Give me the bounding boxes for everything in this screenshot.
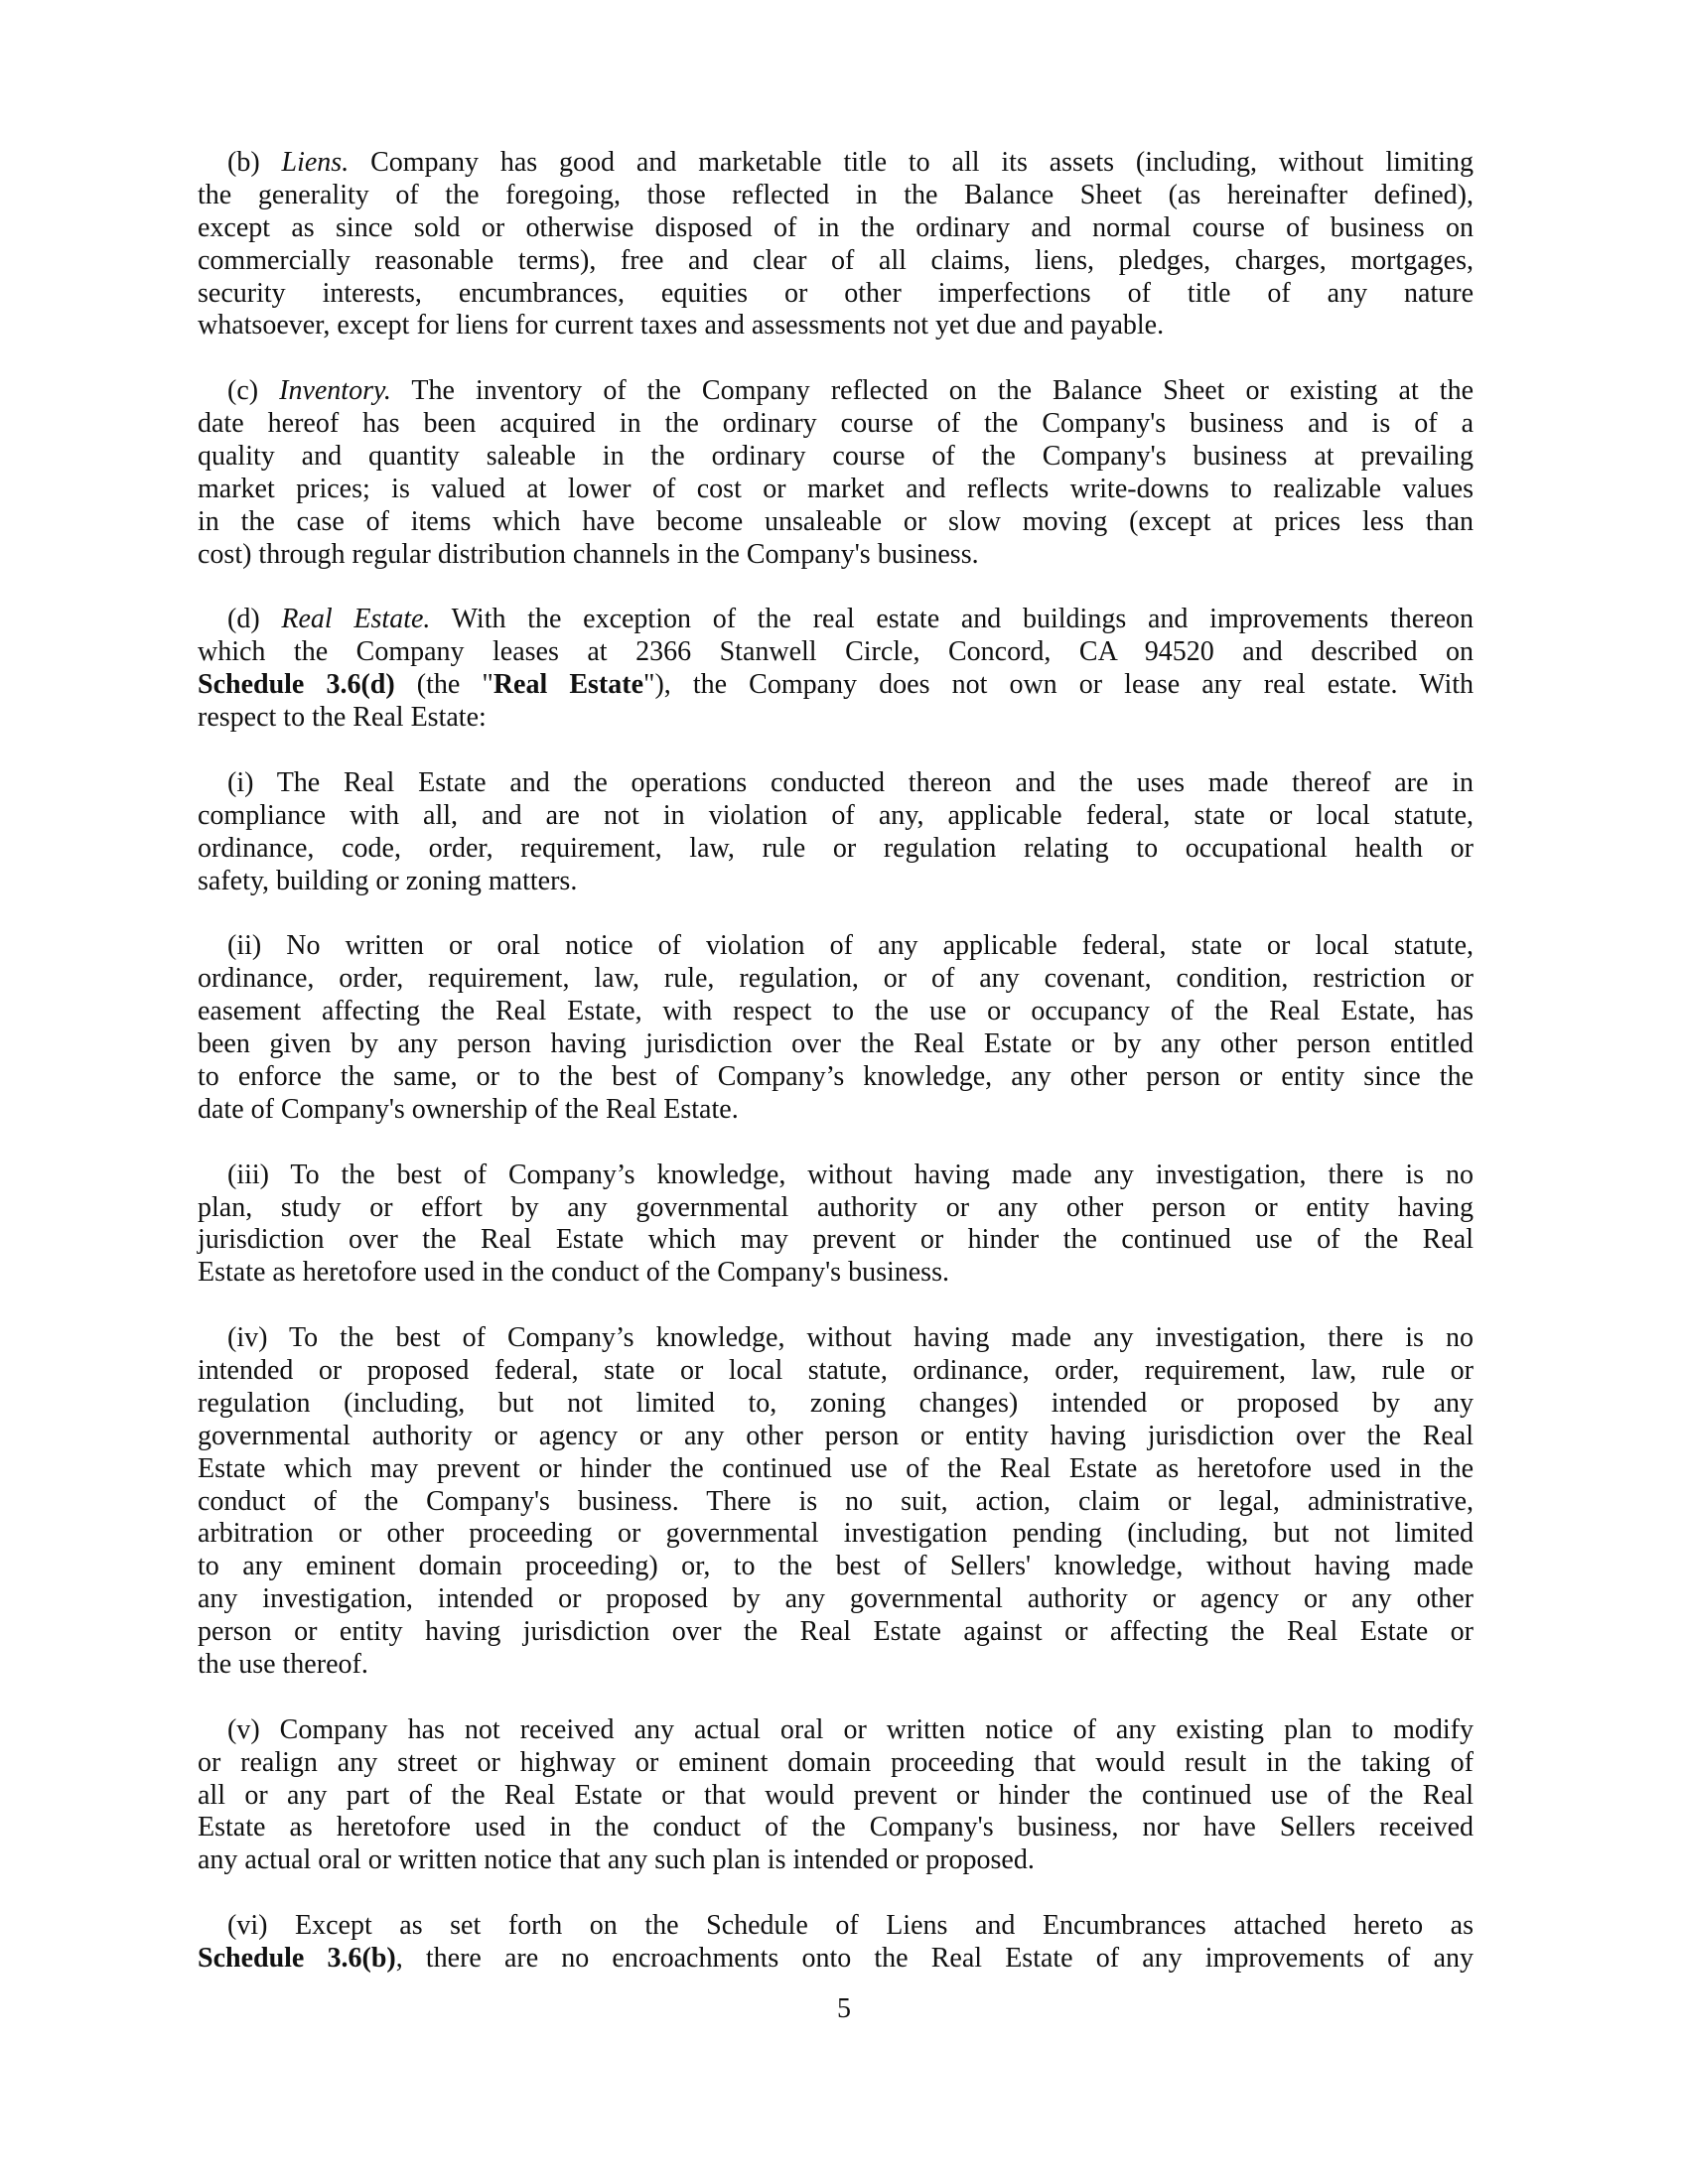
paragraph-spacer	[198, 735, 1474, 767]
text-line	[198, 1747, 1474, 1780]
text-run: to any eminent domain proceeding) or, to the best of Sellers' knowledge, without having made	[198, 1551, 1474, 1582]
paragraph-ii	[198, 930, 1474, 1126]
text-line	[198, 1714, 1474, 1747]
text-line	[198, 408, 1474, 441]
text-run: or realign any street or highway or eminent domain proceeding that would result in the taking of	[198, 1746, 1474, 1778]
document-body	[198, 147, 1474, 1976]
text-run: (i) The Real Estate and the operations conducted thereon and the uses made thereof are in	[227, 766, 1474, 798]
italic-heading: Liens.	[281, 147, 350, 178]
text-run: safety, building or zoning matters.	[198, 865, 578, 896]
text-run: whatsoever, except for liens for current taxes and assessments not yet due and payable.	[198, 310, 1165, 341]
paragraph-vi	[198, 1910, 1474, 1976]
paragraph-spacer	[198, 572, 1474, 605]
text-run: plan, study or effort by any governmental authority or any other person or entity having	[198, 1191, 1474, 1223]
text-line	[198, 1583, 1474, 1616]
text-run: been given by any person having jurisdiction over the Real Estate or by any other person entitled	[198, 1028, 1474, 1060]
text-run: governmental authority or agency or any other person or entity having jurisdiction over the Real	[198, 1420, 1474, 1451]
paragraph-v	[198, 1714, 1474, 1877]
text-run: jurisdiction over the Real Estate which may prevent or hinder the continued use of the Real	[198, 1224, 1474, 1256]
text-line	[198, 375, 1474, 408]
text-line	[198, 1028, 1474, 1061]
text-run: (iii) To the best of Company’s knowledge, without having made any investigation, there is no	[227, 1159, 1474, 1190]
text-line	[198, 669, 1474, 702]
text-run: With the exception of the real estate and buildings and improvements thereon	[430, 604, 1474, 635]
text-run: (d)	[227, 604, 282, 635]
text-run: Estate which may prevent or hinder the continued use of the Real Estate as heretofore used in the	[198, 1452, 1474, 1484]
text-run: which the Company leases at 2366 Stanwell Circle, Concord, CA 94520 and described on	[198, 636, 1474, 668]
text-line	[198, 1061, 1474, 1094]
text-line	[198, 180, 1474, 212]
text-line	[198, 1322, 1474, 1355]
text-line	[198, 441, 1474, 474]
text-run: "), the Company does not own or lease any real estate. With	[643, 669, 1475, 701]
text-line	[198, 212, 1474, 245]
bold-term: Real Estate	[492, 669, 644, 701]
text-run: commercially reasonable terms), free and clear of all claims, liens, pledges, charges, mortgages,	[198, 244, 1474, 276]
text-run: The inventory of the Company reflected on the Balance Sheet or existing at the	[390, 375, 1475, 407]
text-run: , there are no encroachments onto the Real Estate of any improvements of any	[395, 1942, 1474, 1974]
text-run: (c)	[227, 375, 280, 407]
text-line	[198, 1780, 1474, 1813]
paragraph-spacer	[198, 1682, 1474, 1714]
text-line	[198, 963, 1474, 996]
text-run: (v) Company has not received any actual oral or written notice of any existing plan to modify	[227, 1713, 1474, 1745]
text-run: (vi) Except as set forth on the Schedule of Liens and Encumbrances attached hereto as	[227, 1910, 1474, 1942]
text-run: Estate as heretofore used in the conduct of the Company's business, nor have Sellers received	[198, 1812, 1474, 1843]
text-run: (b)	[227, 147, 282, 178]
italic-heading: Inventory.	[279, 375, 391, 407]
text-line	[198, 1224, 1474, 1257]
italic-heading: Real Estate.	[281, 604, 431, 635]
paragraph-spacer	[198, 1290, 1474, 1322]
text-run: all or any part of the Real Estate or that would prevent or hinder the continued use of the Real	[198, 1779, 1474, 1811]
paragraph-spacer	[198, 897, 1474, 930]
text-run: security interests, encumbrances, equities or other imperfections of title of any nature	[198, 277, 1474, 309]
text-run: Company has good and marketable title to all its assets (including, without limiting	[349, 147, 1475, 178]
paragraph-spacer	[198, 1877, 1474, 1910]
paragraph-b	[198, 147, 1474, 342]
text-run: in the case of items which have become unsaleable or slow moving (except at prices less than	[198, 505, 1474, 537]
text-line	[198, 930, 1474, 963]
paragraph-iv	[198, 1322, 1474, 1682]
text-line	[198, 147, 1474, 180]
text-run: arbitration or other proceeding or governmental investigation pending (including, but not limited	[198, 1518, 1474, 1550]
bold-term: Schedule 3.6(b)	[198, 1942, 396, 1974]
paragraph-iii	[198, 1160, 1474, 1291]
text-line	[198, 1812, 1474, 1844]
text-line	[198, 1910, 1474, 1943]
text-run: quality and quantity saleable in the ordinary course of the Company's business at prevailing	[198, 441, 1474, 473]
paragraph-i	[198, 767, 1474, 898]
text-line	[198, 636, 1474, 669]
paragraph-spacer	[198, 1127, 1474, 1160]
text-line	[198, 310, 1474, 342]
text-run: person or entity having jurisdiction over the Real Estate against or affecting the Real Estate or	[198, 1616, 1474, 1648]
text-line	[198, 1160, 1474, 1192]
paragraph-d	[198, 604, 1474, 735]
text-run: to enforce the same, or to the best of Company’s knowledge, any other person or entity since the	[198, 1060, 1474, 1092]
text-line	[198, 866, 1474, 898]
text-line	[198, 767, 1474, 800]
text-line	[198, 539, 1474, 572]
text-run: conduct of the Company's business. There is no suit, action, claim or legal, administrative,	[198, 1485, 1474, 1517]
text-run: date of Company's ownership of the Real Estate.	[198, 1093, 739, 1125]
text-run: easement affecting the Real Estate, with respect to the use or occupancy of the Real Estate, has	[198, 996, 1474, 1027]
text-line	[198, 1649, 1474, 1682]
bold-term: Schedule 3.6(d)	[198, 669, 395, 701]
text-run: any investigation, intended or proposed by any governmental authority or agency or any other	[198, 1583, 1474, 1615]
text-run: (iv) To the best of Company’s knowledge, without having made any investigation, there is no	[227, 1322, 1474, 1354]
text-line	[198, 1094, 1474, 1127]
text-line	[198, 1421, 1474, 1453]
text-line	[198, 1453, 1474, 1486]
text-run: any actual oral or written notice that any such plan is intended or proposed.	[198, 1844, 1035, 1876]
text-run: (ii) No written or oral notice of violation of any applicable federal, state or local statute,	[227, 930, 1474, 962]
text-run: compliance with all, and are not in violation of any, applicable federal, state or local statute,	[198, 799, 1474, 831]
text-line	[198, 1355, 1474, 1388]
text-run: date hereof has been acquired in the ordinary course of the Company's business and is of a	[198, 408, 1474, 440]
text-run: respect to the Real Estate:	[198, 702, 487, 734]
text-run: the use thereof.	[198, 1648, 368, 1680]
text-line	[198, 1844, 1474, 1877]
text-line	[198, 833, 1474, 866]
text-run: except as since sold or otherwise disposed of in the ordinary and normal course of business on	[198, 211, 1474, 243]
text-line	[198, 278, 1474, 311]
text-line	[198, 604, 1474, 636]
text-run: ordinance, code, order, requirement, law, rule or regulation relating to occupational health or	[198, 832, 1474, 864]
text-line	[198, 1257, 1474, 1290]
text-line	[198, 1943, 1474, 1976]
text-run: Estate as heretofore used in the conduct of the Company's business.	[198, 1257, 949, 1289]
text-line	[198, 1616, 1474, 1649]
text-run: ordinance, order, requirement, law, rule, regulation, or of any covenant, condition, restriction or	[198, 963, 1474, 995]
text-run: market prices; is valued at lower of cost or market and reflects write-downs to realizable values	[198, 473, 1474, 504]
paragraph-c	[198, 375, 1474, 571]
text-line	[198, 1551, 1474, 1583]
text-line	[198, 506, 1474, 539]
paragraph-spacer	[198, 342, 1474, 375]
text-line	[198, 1388, 1474, 1421]
text-run: cost) through regular distribution channels in the Company's business.	[198, 538, 979, 570]
text-line	[198, 1486, 1474, 1519]
text-line	[198, 996, 1474, 1028]
text-line	[198, 245, 1474, 278]
text-run: (the "	[394, 669, 493, 701]
text-line	[198, 1192, 1474, 1225]
page-number: 5	[837, 1993, 851, 2024]
text-line	[198, 474, 1474, 506]
text-run: intended or proposed federal, state or local statute, ordinance, order, requirement, law, rule or	[198, 1354, 1474, 1386]
text-run: the generality of the foregoing, those reflected in the Balance Sheet (as hereinafter defined),	[198, 179, 1474, 210]
text-line	[198, 1518, 1474, 1551]
text-line	[198, 702, 1474, 735]
text-line	[198, 800, 1474, 833]
text-run: regulation (including, but not limited to, zoning changes) intended or proposed by any	[198, 1387, 1474, 1419]
